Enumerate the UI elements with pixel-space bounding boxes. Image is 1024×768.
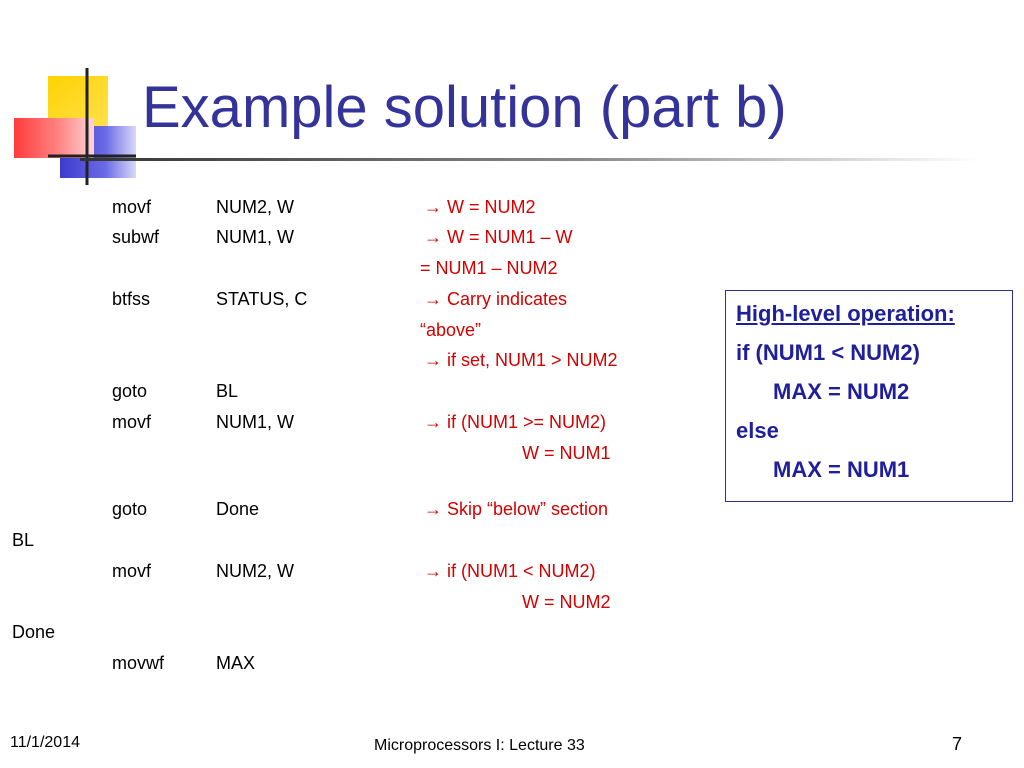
code-op: subwf bbox=[112, 227, 160, 247]
high-level-operation-box bbox=[725, 290, 1013, 502]
code-op: movf bbox=[112, 197, 152, 217]
code-comment: → Carry indicates bbox=[424, 289, 568, 309]
code-op: movwf bbox=[112, 653, 165, 673]
code-label: Done bbox=[12, 622, 56, 642]
code-comment: = NUM1 – NUM2 bbox=[420, 258, 558, 278]
code-comment: → if (NUM1 >= NUM2) bbox=[424, 412, 607, 432]
code-op: goto bbox=[112, 381, 148, 401]
code-comment: → W = NUM2 bbox=[424, 197, 536, 217]
high-level-line: if (NUM1 < NUM2) bbox=[736, 340, 920, 365]
high-level-line: else bbox=[736, 418, 779, 443]
code-comment: → if (NUM1 < NUM2) bbox=[424, 561, 596, 581]
code-comment: W = NUM1 bbox=[522, 443, 611, 463]
code-op: movf bbox=[112, 412, 152, 432]
slide-title: Example solution (part b) bbox=[142, 75, 787, 140]
slide-number: 7 bbox=[952, 734, 963, 754]
footer-date: 11/1/2014 bbox=[10, 734, 80, 751]
code-comment: → W = NUM1 – W bbox=[424, 227, 573, 247]
code-args: NUM2, W bbox=[216, 561, 294, 581]
code-comment: W = NUM2 bbox=[522, 592, 611, 612]
code-args: Done bbox=[216, 499, 260, 519]
code-op: goto bbox=[112, 499, 148, 519]
high-level-line: MAX = NUM1 bbox=[773, 457, 910, 482]
code-args: NUM2, W bbox=[216, 197, 294, 217]
code-args: NUM1, W bbox=[216, 412, 294, 432]
code-op: btfss bbox=[112, 289, 151, 309]
high-level-line: MAX = NUM2 bbox=[773, 379, 910, 404]
code-op: movf bbox=[112, 561, 152, 581]
code-args: NUM1, W bbox=[216, 227, 294, 247]
code-args: STATUS, C bbox=[216, 289, 308, 309]
code-comment: → Skip “below” section bbox=[424, 499, 609, 519]
code-args: MAX bbox=[216, 653, 256, 673]
footer-course: Microprocessors I: Lecture 33 bbox=[374, 737, 585, 754]
code-comment: → if set, NUM1 > NUM2 bbox=[424, 350, 618, 370]
code-comment: “above” bbox=[420, 320, 482, 340]
code-args: BL bbox=[216, 381, 239, 401]
high-level-heading: High-level operation: bbox=[736, 301, 955, 326]
code-label: BL bbox=[12, 530, 35, 550]
